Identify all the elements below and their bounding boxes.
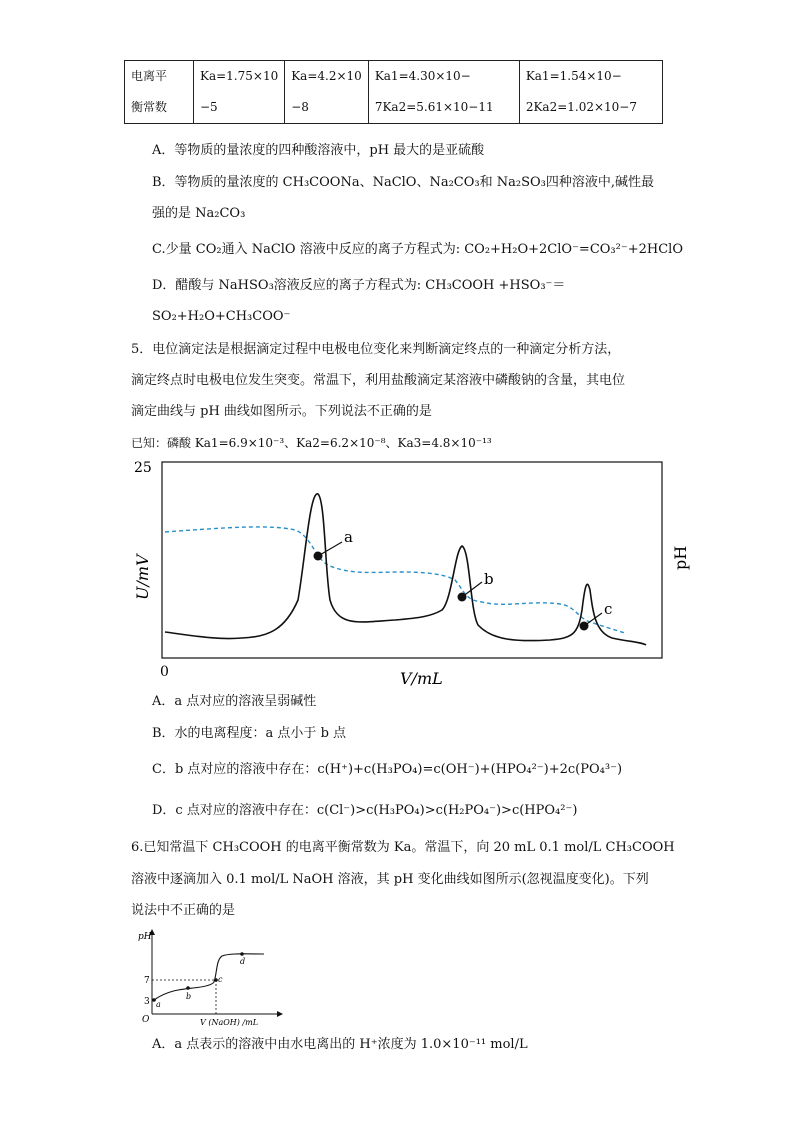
q5-stem-line2: 滴定终点时电极电位发生突变。常温下，利用盐酸滴定某溶液中磷酸钠的含量，其电位 — [131, 373, 626, 388]
q4-option-d-line1: D．醋酸与 NaHSO₃溶液反应的离子方程式为: CH₃COOH +HSO₃⁻＝ — [152, 278, 566, 293]
point-d-marker — [240, 952, 244, 956]
table-cell: Ka=4.2×10 −8 — [285, 61, 369, 124]
point-c-label: c — [218, 975, 223, 984]
q5-option-b: B．水的电离程度：a 点小于 b 点 — [152, 726, 347, 741]
y-axis-label: pH — [138, 932, 152, 942]
point-d-label: d — [240, 957, 246, 966]
point-c-label: c — [604, 600, 613, 618]
table-cell: Ka1=4.30×10− 7Ka2=5.61×10−11 — [368, 61, 519, 124]
table-cell: Ka1=1.54×10− 2Ka2=1.02×10−7 — [519, 61, 662, 124]
table-cell: Ka=1.75×10 −5 — [194, 61, 285, 124]
q6-stem-line2: 溶液中逐滴加入 0.1 mol/L NaOH 溶液，其 pH 变化曲线如图所示(忽视温度变化)。下列 — [131, 872, 649, 887]
q5-known-constants: 已知：磷酸 Ka1=6.9×10⁻³、Ka2=6.2×10⁻⁸、Ka3=4.8×10⁻¹³ — [131, 436, 492, 450]
q4-option-c: C.少量 CO₂通入 NaClO 溶液中反应的离子方程式为: CO₂+H₂O+2ClO⁻=CO₃²⁻+2HClO — [152, 242, 683, 257]
q4-option-b-line1: B．等物质的量浓度的 CH₃COONa、NaClO、Na₂CO₃和 Na₂SO₃四种溶液中,碱性最 — [152, 175, 654, 190]
point-a-leader — [318, 542, 342, 556]
q4-option-b-line2: 强的是 Na₂CO₃ — [152, 206, 246, 221]
point-b-marker — [186, 986, 190, 990]
x-axis-label: V/mL — [400, 669, 443, 688]
right-axis-label: pH — [671, 545, 690, 570]
q5-stem-line3: 滴定曲线与 pH 曲线如图所示。下列说法不正确的是 — [131, 404, 432, 419]
origin-label: 0 — [160, 664, 169, 680]
x-axis-label: V (NaOH) /mL — [200, 1018, 259, 1026]
q5-stem-line1: 5．电位滴定法是根据滴定过程中电极电位变化来判断滴定终点的一种滴定分析方法， — [131, 342, 621, 357]
y-max-tick: 25 — [134, 460, 152, 476]
ph-curve — [165, 527, 625, 633]
point-b-label: b — [484, 570, 494, 588]
table-row-label: 电离平 衡常数 — [125, 61, 194, 124]
point-a-label: a — [156, 1000, 161, 1009]
tick-7: 7 — [144, 976, 150, 986]
point-b-label: b — [186, 992, 192, 1001]
potential-titration-chart — [120, 450, 700, 690]
origin-label: O — [142, 1015, 150, 1025]
q6-stem-line3: 说法中不正确的是 — [131, 903, 236, 918]
q6-stem-line1: 6.已知常温下 CH₃COOH 的电离平衡常数为 Ka。常温下，向 20 mL 0.1 mol/L CH₃COOH — [131, 840, 675, 855]
tick-3: 3 — [144, 997, 150, 1007]
q5-option-a: A．a 点对应的溶液呈弱碱性 — [152, 694, 317, 709]
ph-titration-chart — [138, 926, 288, 1026]
ionization-constant-table — [124, 60, 663, 124]
point-c-leader — [584, 613, 602, 626]
q5-option-d: D．c 点对应的溶液中存在：c(Cl⁻)>c(H₃PO₄)>c(H₂PO₄⁻)>c(HPO₄²⁻) — [152, 803, 578, 818]
q6-option-a: A．a 点表示的溶液中由水电离出的 H⁺浓度为 1.0×10⁻¹¹ mol/L — [152, 1037, 528, 1052]
ph-curve — [154, 954, 264, 1000]
y-axis-label: U/mV — [133, 554, 152, 600]
q4-option-a: A．等物质的量浓度的四种酸溶液中，pH 最大的是亚硫酸 — [152, 143, 485, 158]
point-a-label: a — [344, 528, 353, 546]
q4-option-d-line2: SO₂+H₂O+CH₃COO⁻ — [152, 309, 291, 324]
q5-option-c: C．b 点对应的溶液中存在：c(H⁺)+c(H₃PO₄)=c(OH⁻)+(HPO₄²⁻)+2c(PO₄³⁻) — [152, 762, 623, 777]
potential-curve — [165, 494, 646, 645]
